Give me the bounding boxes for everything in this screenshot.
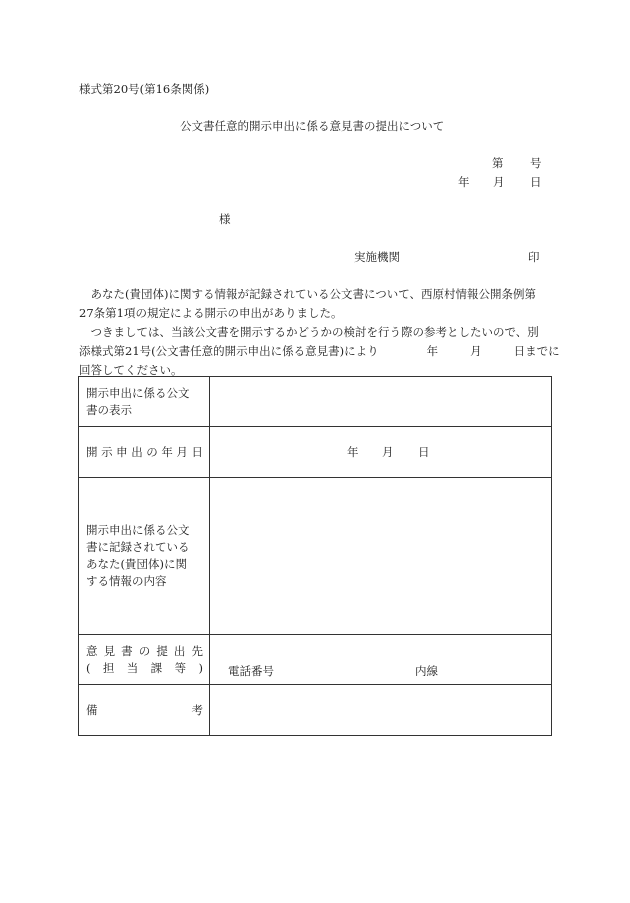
form-number: 様式第20号(第16条関係) xyxy=(79,82,210,96)
opinion-form-table xyxy=(78,376,552,736)
issue-date-month: 月 xyxy=(493,175,505,189)
document-number-label: 第 xyxy=(492,156,504,170)
request-date-label: 開 示 申 出 の 年 月 日 xyxy=(79,427,210,478)
submission-destination-label: 意 見 書 の 提 出 先 ( 担 当 課 等 ) xyxy=(79,635,210,685)
information-content-field[interactable] xyxy=(210,478,552,635)
document-number-suffix: 号 xyxy=(530,156,542,170)
paragraph-2-line-3: 回答してください。 xyxy=(79,363,183,377)
submission-destination-field[interactable] xyxy=(210,635,552,685)
phone-number-label: 電話番号 xyxy=(228,664,274,678)
document-title: 公文書任意的開示申出に係る意見書の提出について xyxy=(180,119,445,133)
request-date-year: 年 xyxy=(347,445,359,459)
notice-body xyxy=(79,285,560,380)
information-content-label: 開示申出に係る公文 書に記録されている あなた(貴団体)に関 する情報の内容 xyxy=(79,478,210,635)
addressee-honorific: 様 xyxy=(219,212,231,226)
deadline-year: 年 xyxy=(426,344,439,358)
remarks-field[interactable] xyxy=(210,685,552,736)
request-date-field[interactable] xyxy=(210,427,552,478)
request-date-day: 日 xyxy=(418,445,430,459)
implementing-agency: 実施機関 xyxy=(354,250,400,264)
remarks-label: 備 考 xyxy=(79,685,210,736)
paragraph-1-line-1: あなた(貴団体)に関する情報が記録されている公文書について、西原村情報公開条例第 xyxy=(90,287,537,301)
seal-mark: 印 xyxy=(528,250,540,264)
deadline-day: 日までに xyxy=(513,344,560,358)
paragraph-1-line-2: 27条第1項の規定による開示の申出がありました。 xyxy=(79,306,343,320)
table-row xyxy=(79,427,552,478)
request-date-month: 月 xyxy=(382,445,394,459)
issue-date-day: 日 xyxy=(530,175,542,189)
deadline-month: 月 xyxy=(470,344,482,358)
issue-date-year: 年 xyxy=(458,175,470,189)
table-row xyxy=(79,635,552,685)
extension-label: 内線 xyxy=(415,664,438,678)
table-row xyxy=(79,685,552,736)
document-description-field[interactable] xyxy=(210,377,552,427)
paragraph-2-line-2: 添様式第21号(公文書任意的開示申出に係る意見書)により 年 月 日までに xyxy=(79,344,560,358)
paragraph-2-line-1: つきましては、当該公文書を開示するかどうかの検討を行う際の参考としたいので、別 xyxy=(90,325,539,339)
document-description-label: 開示申出に係る公文 書の表示 xyxy=(79,377,210,427)
table-row xyxy=(79,478,552,635)
table-row xyxy=(79,377,552,427)
